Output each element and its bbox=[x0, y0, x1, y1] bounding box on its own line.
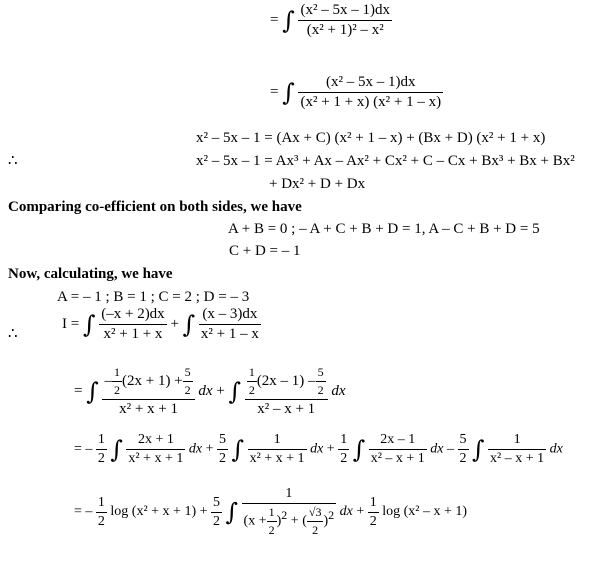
numerator: (–x + 2)dx bbox=[101, 306, 165, 322]
denominator: x² – x + 1 bbox=[245, 399, 328, 418]
fraction bbox=[298, 74, 443, 111]
five-halves: $\frac{5}{2}$ bbox=[184, 365, 191, 397]
half: $\frac{1}{2}$ bbox=[113, 365, 120, 397]
integral-sign: ∫ bbox=[228, 377, 242, 406]
fraction bbox=[99, 306, 166, 343]
integral-sign: ∫ bbox=[82, 310, 96, 339]
fraction bbox=[102, 365, 194, 418]
equation-line-4: x² – 5x – 1 = Ax³ + Ax – Ax² + Cx² + C – Cx + Bx³ + Bx + Bx² bbox=[196, 153, 575, 169]
integral-sign: ∫ bbox=[86, 377, 99, 406]
integral-sign: ∫ bbox=[182, 310, 196, 339]
equation-line-10: A = – 1 ; B = 1 ; C = 2 ; D = – 3 bbox=[57, 289, 250, 305]
denominator: (x² + 1 + x) (x² + 1 – x) bbox=[300, 94, 442, 110]
fraction bbox=[298, 2, 392, 39]
equation-line-13: = – $\frac{1}{2}$ ∫ $\frac{2x + 1}{\text{x² + x + 1}}$ dx + $\frac{5}{2}$ ∫ $\frac{1}{\text{x² + x + 1}}$ dx + $\frac{1}{2}$ ∫ $\frac{2x - 1}{\text{x² – x + 1}}$ dx – $\frac{5}{2}$ ∫ $\frac{1}{\text{x² – x + 1}}$ dx bbox=[74, 432, 563, 466]
numerator: (x² – 5x – 1)dx bbox=[300, 2, 390, 18]
equation-line-1 bbox=[270, 2, 392, 39]
integral-sign: ∫ bbox=[282, 6, 295, 35]
integral-sign: ∫ bbox=[352, 435, 366, 464]
numerator: – $\frac{1}{2}$ (2x + 1) + $\frac{5}{2}$ bbox=[104, 365, 191, 397]
numerator: $\frac{1}{2}$ (2x – 1) – $\frac{5}{2}$ bbox=[248, 365, 324, 397]
equation-line-14: = – $\frac{1}{2}$ log (x² + x + 1) + $\frac{5}{2}$ ∫ 1 (x + $\frac{1}{2}$ )$^2$ + ( $\frac{√3}{2}$ )$^2$ dx + $\frac{1}{2}$ log (x² – x + 1) bbox=[74, 486, 468, 537]
denominator: x² + x + 1 bbox=[102, 399, 194, 418]
denominator: (x² + 1)² – x² bbox=[298, 20, 392, 39]
denominator: x² + 1 – x bbox=[200, 326, 259, 342]
equals-sign: = bbox=[270, 11, 279, 28]
integral-sign: ∫ bbox=[225, 498, 239, 526]
equation-line-12: = ∫ – $\frac{1}{2}$ (2x + 1) + $\frac{5}{2}$ x² + x + 1 dx + ∫ $\frac{1}{2}$ (2x – 1) – $\frac{5}{2}$ x² – x + 1 dx bbox=[74, 365, 346, 417]
equation-line-3: x² – 5x – 1 = (Ax + C) (x² + 1 – x) + (Bx + D) (x² + 1 + x) bbox=[196, 130, 546, 146]
equation-line-2 bbox=[270, 74, 443, 111]
equation-line-7: A + B = 0 ; – A + C + B + D = 1, A – C + B + D = 5 bbox=[228, 221, 540, 237]
fraction bbox=[199, 306, 261, 343]
therefore-symbol-2: ∴ bbox=[8, 326, 18, 342]
integral-sign: ∫ bbox=[110, 435, 123, 464]
denominator: x² + 1 + x bbox=[99, 324, 166, 343]
integral-sign: ∫ bbox=[472, 435, 485, 464]
plus-sign: + bbox=[170, 315, 179, 332]
equation-line-8: C + D = – 1 bbox=[229, 243, 301, 259]
equals-sign: = bbox=[74, 382, 83, 399]
equals-sign: = bbox=[270, 83, 279, 100]
equation-line-11 bbox=[62, 306, 261, 343]
lhs: I = bbox=[62, 315, 80, 332]
equation-line-5: + Dx² + D + Dx bbox=[269, 176, 366, 192]
therefore-symbol: ∴ bbox=[8, 153, 18, 169]
integral-sign: ∫ bbox=[231, 435, 245, 464]
numerator: (x² – 5x – 1)dx bbox=[326, 74, 416, 90]
fraction bbox=[245, 365, 328, 418]
integral-sign: ∫ bbox=[282, 78, 295, 107]
text-now-calculating: Now, calculating, we have bbox=[8, 266, 173, 282]
numerator: (x – 3)dx bbox=[202, 306, 258, 322]
text-comparing: Comparing co-efficient on both sides, we have bbox=[8, 199, 302, 215]
